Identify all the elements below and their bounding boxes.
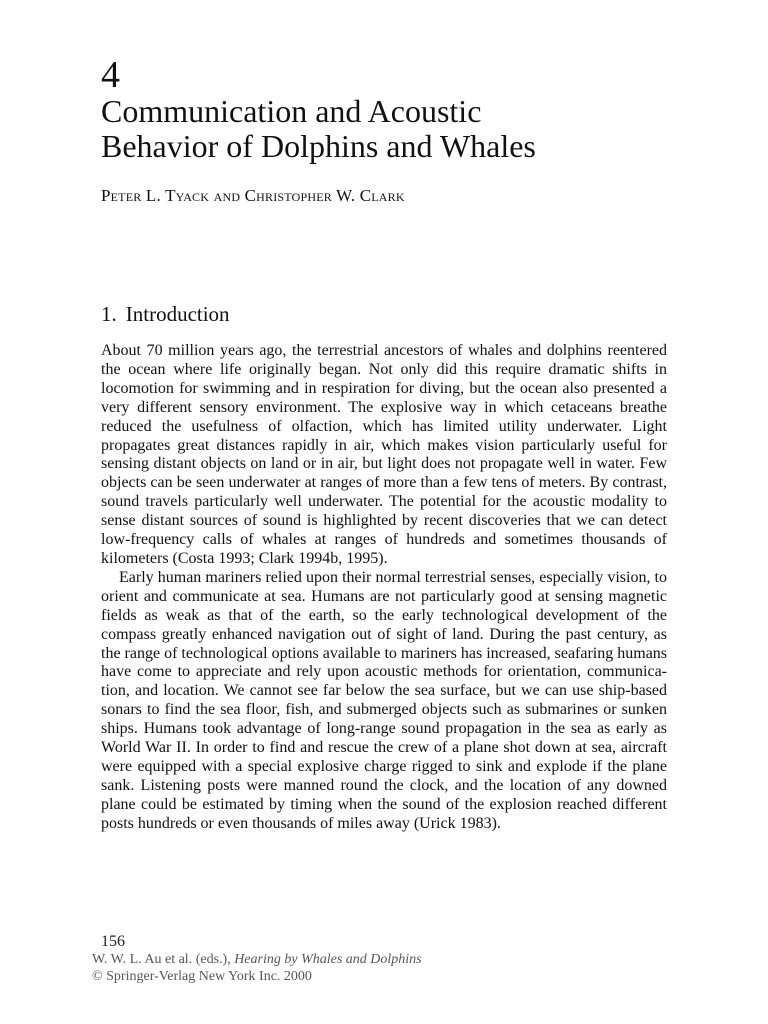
chapter-title [101,94,536,164]
citation-editors: W. W. L. Au et al. (eds.), [92,952,235,967]
section-number: 1. [101,302,117,326]
paragraph-2: Early human mariners relied upon their normal terrestrial senses, especially vision, to orient and communicate at sea. Humans are not particularly good at sensing magnetic fields as weak as that of the earth, so the early technological development of the compass greatly enhanced navigation out of sight of land. During the past century, as the range of technological options available to mariners has increased, seafaring humans have come to appreciate and rely upon acoustic methods for orientation, communication, and location. We cannot see far below the sea surface, but we can use ship-based sonars to find the sea floor, fish, and submerged objects such as submarines or sunken ships. Humans took advantage of long-range sound propagation in the sea as early as World War II. In order to find and rescue the crew of a plane shot down at sea, aircraft were equipped with a special explosive charge rigged to sink and explode if the plane sank. Listening posts were manned round the clock, and the location of any downed plane could be estimated by timing when the sound of the explosion reached different posts hundreds or even thousands of miles away (Urick 1983). [101,568,668,832]
chapter-title-line-1: Communication and Acoustic [101,93,482,129]
page-footer [92,933,422,985]
book-citation [92,951,422,968]
page-number: 156 [101,933,125,950]
section-heading [101,302,230,327]
body-text [101,342,667,834]
chapter-number: 4 [101,54,120,96]
chapter-title-line-2: Behavior of Dolphins and Whales [101,128,536,164]
copyright-notice: © Springer-Verlag New York Inc. 2000 [92,969,312,984]
chapter-authors: Peter L. Tyack and Christopher W. Clark [101,186,405,205]
citation-book-title: Hearing by Whales and Dolphins [234,952,422,967]
section-title: Introduction [125,302,230,326]
paragraph-1: About 70 million years ago, the terrestrial ancestors of whales and dolphins reentered the ocean where life originally began. Not only did this require dramatic shifts in locomotion for swimming and in respiration for diving, but the ocean also presented a very different sensory environment. The explosive way in which cetaceans breathe reduced the usefulness of olfaction, which has limited utility underwater. Light propagates great distances rapidly in air, which makes vision particularly useful for sensing distant objects on land or in air, but light does not propagate well in water. Few objects can be seen underwater at ranges of more than a few tens of meters. By contrast, sound travels particularly well underwater. The potential for the acoustic modality to sense distant sources of sound is highlighted by recent discoveries that we can detect low-frequency calls of whales at ranges of hundreds and sometimes thousands of kilometers (Costa 1993; Clark 1994b, 1995). [101,342,667,567]
